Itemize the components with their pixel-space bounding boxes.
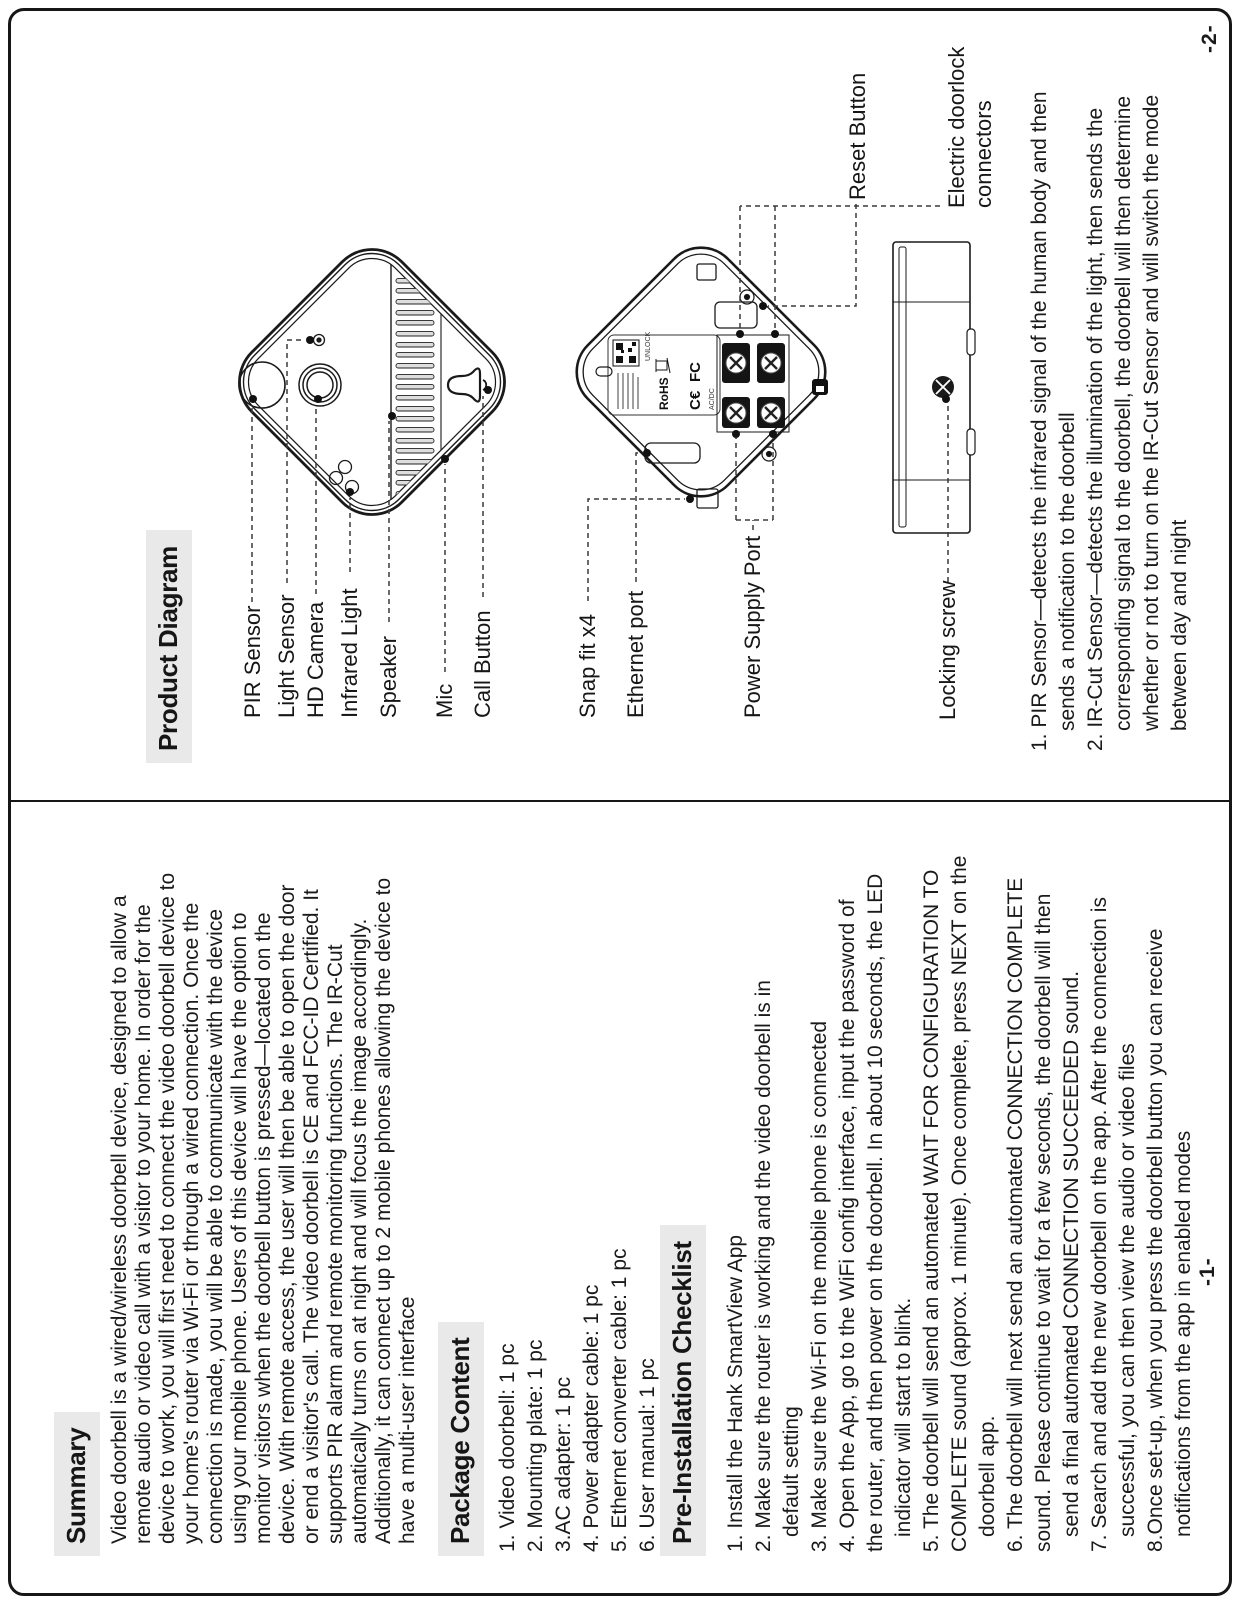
note-line: whether or not to turn on the IR-Cut Sensor and will switch the mode bbox=[1140, 94, 1163, 731]
summary-line: remote audio or video call with a visitor to your home. In order for the bbox=[132, 904, 155, 1544]
package-item: 1. Video doorbell: 1 pc bbox=[496, 1343, 519, 1552]
summary-line: using your mobile phone. Users of this device will have the option to bbox=[228, 912, 251, 1544]
snap-fit-slot-left bbox=[697, 489, 718, 508]
label-doorlock-2: connectors bbox=[971, 100, 996, 208]
light-sensor-icon bbox=[314, 335, 325, 346]
acdc-text: AC/DC bbox=[709, 388, 716, 410]
locking-screw-icon bbox=[932, 376, 954, 398]
pre-installation-list bbox=[722, 856, 1198, 1552]
wheelie-bin-icon bbox=[656, 358, 670, 373]
label-infrared-light: Infrared Light bbox=[337, 588, 362, 718]
note-line: 2. IR-Cut Sensor—detects the illumination of the light, then sends the bbox=[1084, 107, 1107, 751]
checklist-line: 4. Open the App, go to the WiFi config interface, input the password of bbox=[836, 899, 859, 1552]
note-line: corresponding signal to the doorbell, the doorbell will then determine bbox=[1112, 95, 1135, 731]
label-ethernet-port: Ethernet port bbox=[623, 590, 648, 718]
summary-heading: Summary bbox=[54, 1412, 100, 1556]
summary-line: your home's router via Wi-Fi or through a wired connection. Once the bbox=[180, 902, 203, 1544]
checklist-line: 8.Once set-up, when you press the doorbell button you can receive bbox=[1144, 928, 1167, 1552]
summary-line: have a multi-user interface bbox=[396, 1296, 419, 1544]
label-power-supply: Power Supply Port bbox=[740, 535, 765, 718]
checklist-line: 3. Make sure the Wi-Fi on the mobile phone is connected bbox=[808, 1020, 831, 1552]
rohs-mark: RoHS bbox=[657, 377, 671, 410]
checklist-line: the router, and then power on the doorbell. In about 10 seconds, the LED bbox=[864, 873, 887, 1552]
note-line: sends a notification to the doorbell bbox=[1056, 412, 1079, 731]
note-line: 1. PIR Sensor—detects the infrared signal of the human body and then bbox=[1028, 91, 1051, 751]
package-item: 6. User manual: 1 pc bbox=[636, 1358, 659, 1552]
summary-paragraph bbox=[108, 873, 420, 1544]
checklist-line: 1. Install the Hank SmartView App bbox=[724, 1234, 747, 1552]
checklist-line: COMPLETE sound (approx. 1 minute). Once complete, press NEXT on the bbox=[948, 855, 971, 1552]
checklist-line: notifications from the app in enabled modes bbox=[1172, 1130, 1195, 1537]
checklist-line: doorbell app. bbox=[976, 1415, 999, 1537]
ce-mark: C€ bbox=[687, 390, 704, 410]
package-item: 3.AC adapter: 1 pc bbox=[552, 1376, 575, 1552]
label-snap-fit: Snap fit x4 bbox=[575, 614, 600, 718]
page-number-1: -1- bbox=[1196, 1257, 1219, 1286]
label-doorlock-1: Electric doorlock bbox=[944, 46, 969, 208]
product-label-sticker bbox=[608, 331, 720, 415]
checklist-line: sound. Please continue to wait for a few seconds, the doorbell will then bbox=[1032, 893, 1055, 1552]
unlock-text: UNLOCK bbox=[645, 331, 652, 361]
screw-terminals bbox=[717, 335, 789, 432]
label-speaker: Speaker bbox=[376, 636, 401, 718]
front-view-drawing bbox=[222, 232, 522, 532]
diagram-notes bbox=[1026, 91, 1194, 751]
summary-line: supports PIR alarm and remote monitoring functions. The IR-Cut bbox=[324, 944, 347, 1544]
checklist-line: 5. The doorbell will send an automated WAIT FOR CONFIGURATION TO bbox=[920, 869, 943, 1552]
pir-sensor-icon bbox=[239, 362, 285, 408]
snap-fit-slot-right bbox=[697, 264, 716, 280]
checklist-line: 6. The doorbell will next send an automated CONNECTION COMPLETE bbox=[1004, 877, 1027, 1552]
summary-line: Additionally, it can connect up to 2 mobile phones allowing the device to bbox=[372, 877, 395, 1544]
page-divider bbox=[10, 800, 1230, 802]
package-content-heading: Package Content bbox=[438, 1322, 484, 1556]
lock-switch-icon bbox=[812, 379, 828, 395]
label-light-sensor: Light Sensor bbox=[274, 594, 299, 718]
summary-line: automatically turns on at night and will focus the image accordingly. bbox=[348, 918, 371, 1544]
checklist-line: successful, you can then view the audio or video files bbox=[1116, 1043, 1139, 1537]
checklist-line: 7. Search and add the new doorbell on the app. After the connection is bbox=[1088, 897, 1111, 1552]
label-reset-button: Reset Button bbox=[845, 72, 870, 200]
product-diagram-heading: Product Diagram bbox=[146, 530, 192, 763]
note-line: between day and night bbox=[1168, 519, 1191, 731]
summary-line: or end a visitor's call. The video doorbell is CE and FCC-ID Certified. It bbox=[300, 889, 323, 1544]
fcc-mark: FC bbox=[687, 362, 704, 382]
reset-button-slot bbox=[715, 302, 757, 328]
side-view-drawing bbox=[893, 242, 975, 533]
package-item: 2. Mounting plate: 1 pc bbox=[524, 1339, 547, 1552]
checklist-line: send a final automated CONNECTION SUCCEEDED sound. bbox=[1060, 970, 1083, 1537]
package-item: 4. Power adapter cable: 1 pc bbox=[580, 1284, 603, 1552]
label-pir-sensor: PIR Sensor bbox=[240, 605, 265, 718]
summary-line: connection is made, you will be able to communicate with the device bbox=[204, 908, 227, 1544]
pre-installation-heading: Pre-Installation Checklist bbox=[660, 1225, 706, 1556]
summary-line: device to work, you will first need to connect the video doorbell device to bbox=[156, 872, 179, 1544]
summary-line: Video doorbell is a wired/wireless doorbell device, designed to allow a bbox=[108, 895, 131, 1544]
label-mic: Mic bbox=[432, 683, 457, 718]
label-locking-screw: Locking screw bbox=[935, 580, 960, 720]
package-item: 5. Ethernet converter cable: 1 pc bbox=[608, 1248, 631, 1552]
checklist-line: 2. Make sure the router is working and the video doorbell is in bbox=[752, 980, 775, 1552]
page-number-2: -2- bbox=[1198, 24, 1221, 53]
bell-icon bbox=[448, 368, 486, 401]
checklist-line: indicator will start to blink. bbox=[892, 1297, 915, 1537]
qr-code-icon bbox=[613, 340, 639, 366]
summary-line: monitor visitors when the doorbell button is pressed—located on the bbox=[252, 912, 275, 1544]
ethernet-port-slot bbox=[645, 443, 700, 463]
label-call-button: Call Button bbox=[470, 610, 495, 718]
mic-slot bbox=[596, 367, 612, 376]
checklist-line: default setting bbox=[780, 1406, 803, 1537]
summary-line: device. With remote access, the user will then be able to open the door bbox=[276, 884, 299, 1544]
label-hd-camera: HD Camera bbox=[303, 601, 328, 718]
callout-leader-lines bbox=[252, 204, 948, 672]
back-view-drawing bbox=[561, 232, 841, 512]
package-content-list bbox=[494, 1248, 662, 1552]
